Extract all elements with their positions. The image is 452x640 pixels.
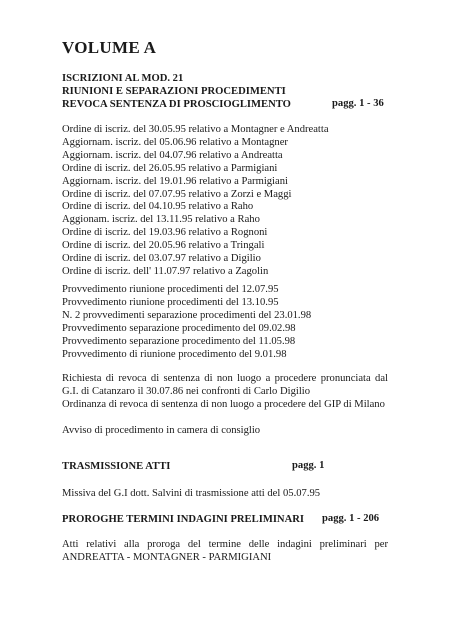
section2-heading: TRASMISSIONE ATTI <box>62 461 171 472</box>
list-item: Provvedimento riunione procedimenti del 13.10.95 <box>62 296 279 308</box>
section1-heading-line-2: RIUNIONI E SEPARAZIONI PROCEDIMENTI <box>62 86 286 97</box>
list-item: Ordine di iscriz. dell' 11.07.97 relativo a Zagolin <box>62 265 269 277</box>
list-item: Provvedimento di riunione procedimento del 9.01.98 <box>62 348 287 360</box>
list-item: Aggionam. iscriz. del 13.11.95 relativo a Raho <box>62 214 260 226</box>
section3-pages: pagg. 1 - 206 <box>322 513 380 524</box>
registrations-list <box>62 124 329 279</box>
list-item: Ordine di iscriz. del 03.07.97 relativo a Digilio <box>62 253 261 265</box>
list-item: Provvedimento separazione procedimento del 09.02.98 <box>62 322 296 334</box>
revocation-request-paragraph: Richiesta di revoca di sentenza di non luogo a procedere pronunciata dal G.I. di Catanzaro il 30.07.86 nei confronti di Carlo Digilio <box>62 373 388 397</box>
section3-heading: PROROGHE TERMINI INDAGINI PRELIMINARI <box>62 514 305 525</box>
list-item: Ordine di iscriz. del 19.03.96 relativo a Rognoni <box>62 227 268 239</box>
list-item: Provvedimento riunione procedimenti del 12.07.95 <box>62 284 279 295</box>
list-item: Ordine di iscriz. del 20.05.96 relativo a Tringali <box>62 240 265 252</box>
chamber-notice-line: Avviso di procedimento in camera di consiglio <box>62 425 261 436</box>
list-item: Ordine di iscriz. del 26.05.95 relativo a Parmigiani <box>62 162 278 174</box>
section1-heading-line-1: ISCRIZIONI AL MOD. 21 <box>62 73 184 84</box>
section1-pages: pagg. 1 - 36 <box>332 98 384 109</box>
list-item: Provvedimento separazione procedimento del 11.05.98 <box>62 335 296 347</box>
list-item: Ordine di iscriz. del 04.10.95 relativo a Raho <box>62 201 254 213</box>
section2-pages: pagg. 1 <box>292 460 325 471</box>
list-item: Aggiornam. iscriz. del 04.07.96 relativo a Andreatta <box>62 149 283 161</box>
list-item: Ordine di iscriz. del 07.07.95 relativo a Zorzi e Maggi <box>62 188 292 200</box>
revocation-ordinance-paragraph: Ordinanza di revoca di sentenza di non luogo a procedere del GIP di Milano <box>62 399 385 410</box>
list-item: N. 2 provvedimenti separazione procedimenti del 23.01.98 <box>62 309 312 321</box>
list-item: Aggiornam. iscriz. del 19.01.96 relativo a Parmigiani <box>62 175 288 187</box>
list-item: Ordine di iscriz. del 30.05.95 relativo a Montagner e Andreatta <box>62 124 329 135</box>
section2-body: Missiva del G.I dott. Salvini di trasmissione atti del 05.07.95 <box>62 488 321 499</box>
section3-body: Atti relativi alla proroga del termine delle indagini preliminari per ANDREATTA - MONTAGNER - PARMIGIANI <box>62 539 388 563</box>
section1-heading-line-3: REVOCA SENTENZA DI PROSCIOGLIMENTO <box>62 99 291 110</box>
provisions-list <box>62 284 311 361</box>
list-item: Aggiornam. iscriz. del 05.06.96 relativo a Montagner <box>62 136 288 148</box>
volume-title: VOLUME A <box>62 38 157 57</box>
